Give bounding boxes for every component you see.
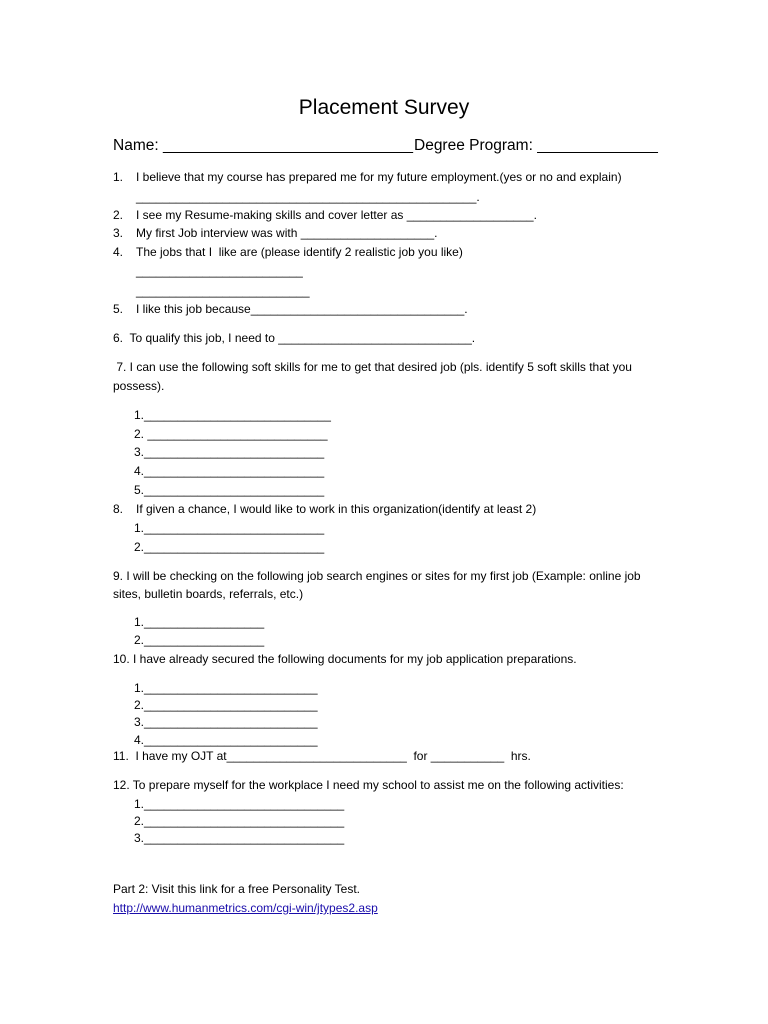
q10-answer-3: 3.__________________________ — [134, 715, 318, 729]
q6-text: 6. To qualify this job, I need to _____________________________. — [113, 331, 476, 345]
q7-answer-5: 5.___________________________ — [134, 483, 325, 497]
q10-text: 10. I have already secured the following documents for my job application preparations. — [113, 652, 577, 666]
degree-program-field-label: Degree Program: ______________ — [414, 137, 658, 154]
q9-text-cont: sites, bulletin boards, referrals, etc.) — [113, 587, 304, 601]
name-field-label: Name: _____________________________ — [113, 137, 413, 154]
q9-answer-1: 1.__________________ — [134, 615, 265, 629]
q10-answer-4: 4.__________________________ — [134, 733, 318, 747]
q7-answer-4: 4.___________________________ — [134, 464, 325, 478]
q7-text-cont: possess). — [113, 379, 165, 393]
q12-answer-2: 2.______________________________ — [134, 814, 345, 828]
page-title: Placement Survey — [298, 96, 470, 119]
personality-test-link[interactable]: http://www.humanmetrics.com/cgi-win/jtypes2.asp — [113, 901, 378, 915]
q10-answer-1: 1.__________________________ — [134, 681, 318, 695]
q4-answer-blank-1: _________________________ — [136, 264, 303, 278]
q12-text: 12. To prepare myself for the workplace I need my school to assist me on the following activities: — [113, 778, 624, 792]
q3-text: My first Job interview was with ____________________. — [136, 226, 438, 240]
q2-number: 2. — [113, 208, 124, 222]
q1-number: 1. — [113, 170, 124, 184]
q8-number: 8. — [113, 502, 124, 516]
q12-answer-1: 1.______________________________ — [134, 797, 345, 811]
q7-answer-2: 2. ___________________________ — [134, 427, 328, 441]
q9-text: 9. I will be checking on the following job search engines or sites for my first job (Example: online job — [113, 569, 641, 583]
q12-answer-3: 3.______________________________ — [134, 831, 345, 845]
q8-answer-1: 1.___________________________ — [134, 521, 325, 535]
q11-text: 11. I have my OJT at___________________________ for ___________ hrs. — [113, 749, 531, 763]
q8-text: If given a chance, I would like to work in this organization(identify at least 2) — [136, 502, 537, 516]
q8-answer-2: 2.___________________________ — [134, 540, 325, 554]
q4-text: The jobs that I like are (please identify 2 realistic job you like) — [136, 245, 463, 259]
q1-text: I believe that my course has prepared me for my future employment.(yes or no and explain) — [136, 170, 622, 184]
q7-text: 7. I can use the following soft skills for me to get that desired job (pls. identify 5 soft skills that you — [113, 360, 632, 374]
q7-answer-3: 3.___________________________ — [134, 445, 325, 459]
q2-text: I see my Resume-making skills and cover letter as ___________________. — [136, 208, 537, 222]
q9-answer-2: 2.__________________ — [134, 633, 265, 647]
q7-answer-1: 1.____________________________ — [134, 408, 331, 422]
q4-answer-blank-2: __________________________ — [136, 284, 310, 298]
q5-text: I like this job because________________________________. — [136, 302, 468, 316]
q10-answer-2: 2.__________________________ — [134, 698, 318, 712]
q1-answer-blank: ___________________________________________________. — [136, 190, 480, 204]
q5-number: 5. — [113, 302, 124, 316]
part2-text: Part 2: Visit this link for a free Personality Test. — [113, 882, 360, 896]
q4-number: 4. — [113, 245, 124, 259]
q3-number: 3. — [113, 226, 124, 240]
